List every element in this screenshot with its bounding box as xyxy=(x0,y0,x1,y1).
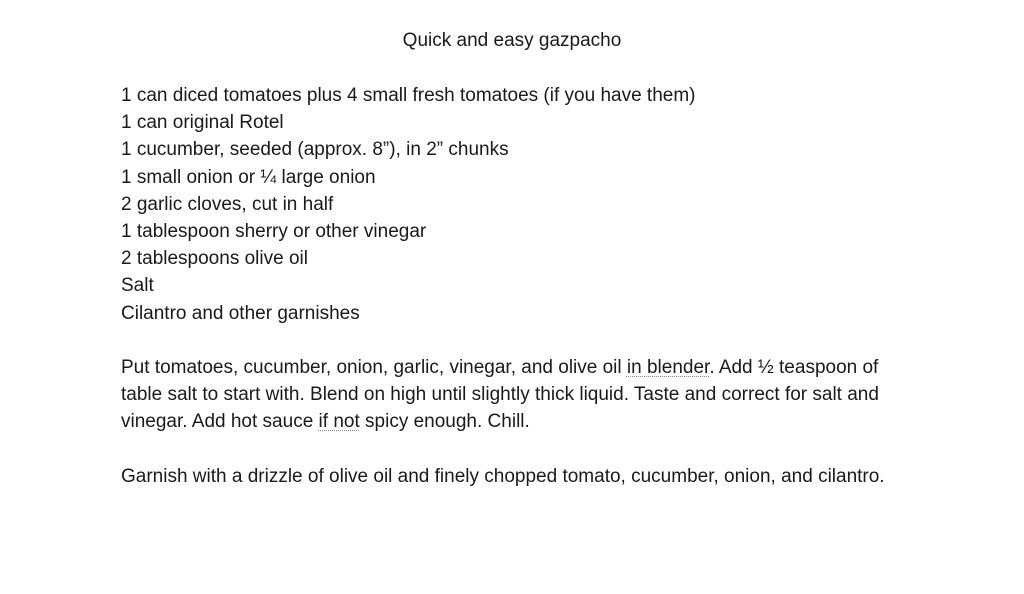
instructions-text: spicy enough. Chill. xyxy=(359,411,530,433)
ingredient-line: Cilantro and other garnishes xyxy=(121,302,360,324)
ingredient-line: 1 can original Rotel xyxy=(121,112,284,134)
ingredient-line: Salt xyxy=(121,275,154,297)
instructions-text: Put tomatoes, cucumber, onion, garlic, vinegar, and olive oil xyxy=(121,357,627,379)
instructions-paragraph xyxy=(121,354,901,436)
grammar-suggestion[interactable]: if not xyxy=(318,411,360,433)
document-body[interactable] xyxy=(121,82,901,490)
ingredient-list xyxy=(121,82,901,327)
ingredient-line: 1 can diced tomatoes plus 4 small fresh tomatoes (if you have them) xyxy=(121,85,696,106)
ingredient-line: 2 garlic cloves, cut in half xyxy=(121,193,334,215)
ingredient-line: 2 tablespoons olive oil xyxy=(121,248,308,270)
garnish-paragraph: Garnish with a drizzle of olive oil and finely chopped tomato, cucumber, onion, and cilantro. xyxy=(121,465,885,487)
document-title: Quick and easy gazpacho xyxy=(402,30,622,51)
ingredient-line: 1 cucumber, seeded (approx. 8”), in 2” chunks xyxy=(121,139,509,161)
ingredient-line: 1 small onion or ¼ large onion xyxy=(121,166,376,188)
instructions-text: . Add ½ teaspoon of table salt to start with. Blend on high until slightly thick liquid. Taste and correct for salt and vinegar. Add hot sauce xyxy=(121,357,879,433)
ingredient-line: 1 tablespoon sherry or other vinegar xyxy=(121,221,427,243)
grammar-suggestion[interactable]: in blender xyxy=(626,357,710,379)
